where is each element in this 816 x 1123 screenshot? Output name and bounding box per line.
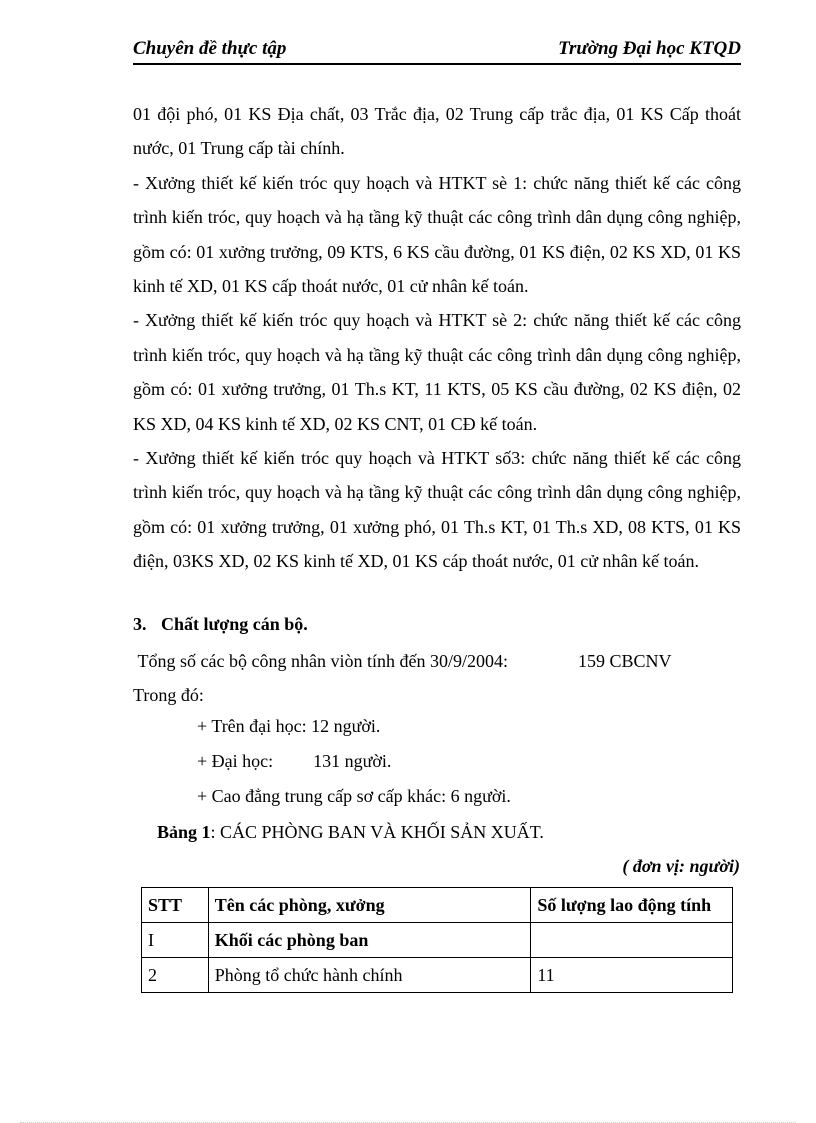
total-staff-row: [133, 651, 741, 685]
cell-department-name: Phòng tổ chức hành chính: [208, 958, 531, 993]
table-caption: [157, 822, 544, 843]
paragraph-workshop-2: - Xưởng thiết kế kiến tróc quy hoạch và HTKT sè 2: chức năng thiết kế các công trình kiến tróc, quy hoạch và hạ tầng kỹ thuật các công trình dân dụng công nghiệp, gồm có: 01 xưởng trưởng, 01 Th.s KT, 11 KTS, 05 KS cầu đường, 02 KS điện, 02 KS XD, 04 KS kinh tế XD, 02 KS CNT, 01 CĐ kế toán.: [133, 310, 741, 434]
table-header-row: [142, 888, 733, 923]
breakdown-label: + Cao đẳng trung cấp sơ cấp khác: 6 người.: [197, 786, 511, 806]
page-header: [133, 36, 741, 65]
section-title: Chất lượng cán bộ.: [161, 614, 308, 634]
cell-stt: 2: [142, 958, 209, 993]
staff-summary: [133, 651, 741, 719]
table-caption-label: Bảng 1: [157, 822, 211, 842]
breakdown-item-college: [197, 786, 511, 821]
header-department-name: Tên các phòng, xưởng: [208, 888, 531, 923]
breakdown-item-university: [197, 751, 511, 786]
section-number: 3.: [133, 614, 147, 634]
cell-staff-count: 11: [531, 958, 733, 993]
section-heading: [133, 614, 308, 635]
paragraph-workshop-3: - Xưởng thiết kế kiến tróc quy hoạch và HTKT số3: chức năng thiết kế các công trình kiến tróc, quy hoạch và hạ tầng kỹ thuật các công trình dân dụng công nghiệp, gồm có: 01 xưởng trưởng, 01 xưởng phó, 01 Th.s KT, 01 Th.s XD, 08 KTS, 01 KS điện, 03KS XD, 02 KS kinh tế XD, 01 KS cáp thoát nước, 01 cử nhân kế toán.: [133, 448, 741, 572]
breakdown-label: + Trên đại học: 12 người.: [197, 716, 381, 736]
total-staff-label: Tổng số các bộ công nhân viòn tính đến: [137, 651, 426, 671]
table-row: [142, 958, 733, 993]
total-staff-colon: :: [502, 651, 508, 671]
unit-note: ( đơn vị: người): [622, 856, 740, 876]
qualification-breakdown: [197, 716, 511, 821]
total-staff-date: 30/9/2004: [429, 651, 503, 671]
breakdown-label: + Đại học:: [197, 751, 274, 771]
header-title-left: Chuyên đề thực tập: [133, 38, 287, 59]
total-staff-value: 159 CBCNV: [578, 651, 672, 671]
staff-table: [141, 887, 733, 993]
paragraph-workshop-1: - Xưởng thiết kế kiến tróc quy hoạch và HTKT sè 1: chức năng thiết kế các công trình kiến tróc, quy hoạch và hạ tầng kỹ thuật các công trình dân dụng công nghiệp, gồm có: 01 xưởng trưởng, 09 KTS, 6 KS cầu đường, 01 KS điện, 02 KS XD, 01 KS kinh tế XD, 01 KS cấp thoát nước, 01 cử nhân kế toán.: [133, 172, 741, 297]
cell-stt: I: [142, 923, 209, 958]
header-stt: STT: [142, 888, 209, 923]
header-staff-count: Số lượng lao động tính: [531, 888, 733, 923]
table-caption-text: : CÁC PHÒNG BAN VÀ KHỐI SẢN XUẤT.: [210, 822, 544, 842]
breakdown-item-postgraduate: [197, 716, 511, 751]
table-row: [142, 923, 733, 958]
body-text: [133, 97, 741, 579]
cell-staff-count: [531, 923, 733, 958]
paragraph-continuation: 01 đội phó, 01 KS Địa chất, 03 Trắc địa, 02 Trung cấp trắc địa, 01 KS Cấp thoát nước, 01 Trung cấp tài chính.: [133, 104, 741, 159]
header-title-right: Trường Đại học KTQD: [558, 38, 741, 59]
breakdown-value: 131 người.: [313, 751, 392, 771]
cell-department-name: Khối các phòng ban: [208, 923, 531, 958]
in-which-label: Trong đó:: [133, 685, 204, 705]
